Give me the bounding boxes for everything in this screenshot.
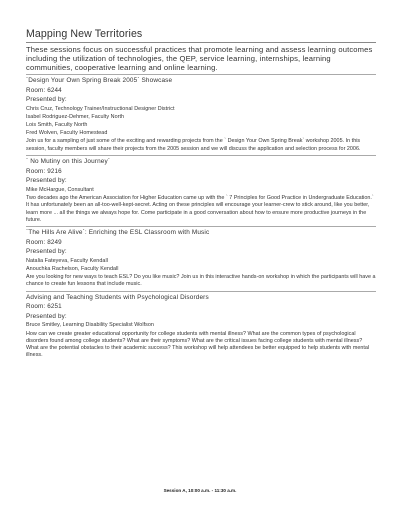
presenter: Bruce Smitley, Learning Disability Specialist Wolfson xyxy=(26,322,154,329)
presenter: Anouchka Rachelson, Faculty Kendall xyxy=(26,265,119,272)
presented-by-label: Presented by: xyxy=(26,312,67,320)
session-description: Are you looking for new ways to teach ESL? Do you like music? Join us in this interactive hands-on workshop in which the participants will have a chance to create fun lessons that include music. xyxy=(26,274,376,288)
session-time-footer: Session A, 10:00 a.m. - 11:30 a.m. xyxy=(163,488,237,493)
session-block xyxy=(26,291,376,360)
presenter: Chris Cruz, Technology Trainer/Instructional Designer District xyxy=(26,106,175,113)
presented-by-label: Presented by: xyxy=(26,96,67,104)
session-description: How can we create greater educational opportunity for college students with mental illness? What are the common types of psychological disorders found among college students? What are their symptoms? What are the critical issues facing college students with mental illness? What are the potential obstacles to their academic success? This workshop will help attendees be better equipped to help students with mental illness. xyxy=(26,330,370,359)
presenter: Fred Wolven, Faculty Homestead xyxy=(26,130,108,137)
session-title: ` No Mutiny on this Journey` xyxy=(26,158,111,166)
presented-by-label: Presented by: xyxy=(26,177,67,185)
session-block xyxy=(26,74,376,153)
session-title: `Design Your Own Spring Break 2005` Showcase xyxy=(26,77,173,85)
intro-paragraph: These sessions focus on successful practices that promote learning and assess learning outcomes including the utilization of technologies, the QEP, service learning, internships, learning communities, cooperative learning and online learning. xyxy=(26,45,373,73)
presenter: Mike McHargue, Consultant xyxy=(26,186,94,193)
session-room: Room: 6244 xyxy=(26,86,62,94)
session-description: Two decades ago the American Association for Higher Education came up with the ` 7 Principles for Good Practice in Undergraduate Education.` It has unfortunately been an all-too-well-kept-secret. Acting on these principles will encourage your learner-crew to stick around, like you better, learn more ... all the things we always hope for. Come participate in a good conversation about how to ensure more productive journeys in the future. xyxy=(26,194,374,223)
presenter: Lois Smith, Faculty North xyxy=(26,122,88,129)
session-title: `The Hills Are Alive`: Enriching the ESL Classroom with Music xyxy=(26,229,210,237)
session-room: Room: 8249 xyxy=(26,238,62,246)
session-block xyxy=(26,226,376,289)
presenter: Isabel Rodriguez-Dehmer, Faculty North xyxy=(26,114,125,121)
session-room: Room: 9216 xyxy=(26,167,62,175)
session-title: Advising and Teaching Students with Psychological Disorders xyxy=(26,293,209,301)
session-room: Room: 6251 xyxy=(26,303,62,311)
presented-by-label: Presented by: xyxy=(26,248,67,256)
session-block xyxy=(26,155,376,224)
page-title: Mapping New Territories xyxy=(26,28,376,43)
session-description: Join us for a sampling of just some of the exciting and rewarding projects from the ` Design Your Own Spring Break` workshop 2005. In this session, faculty members will share their projects from the 2005 session and we will discuss the application and selection process for 2006. xyxy=(26,138,361,152)
document-page xyxy=(26,28,376,360)
presenter: Natalia Fateyeva, Faculty Kendall xyxy=(26,257,108,264)
